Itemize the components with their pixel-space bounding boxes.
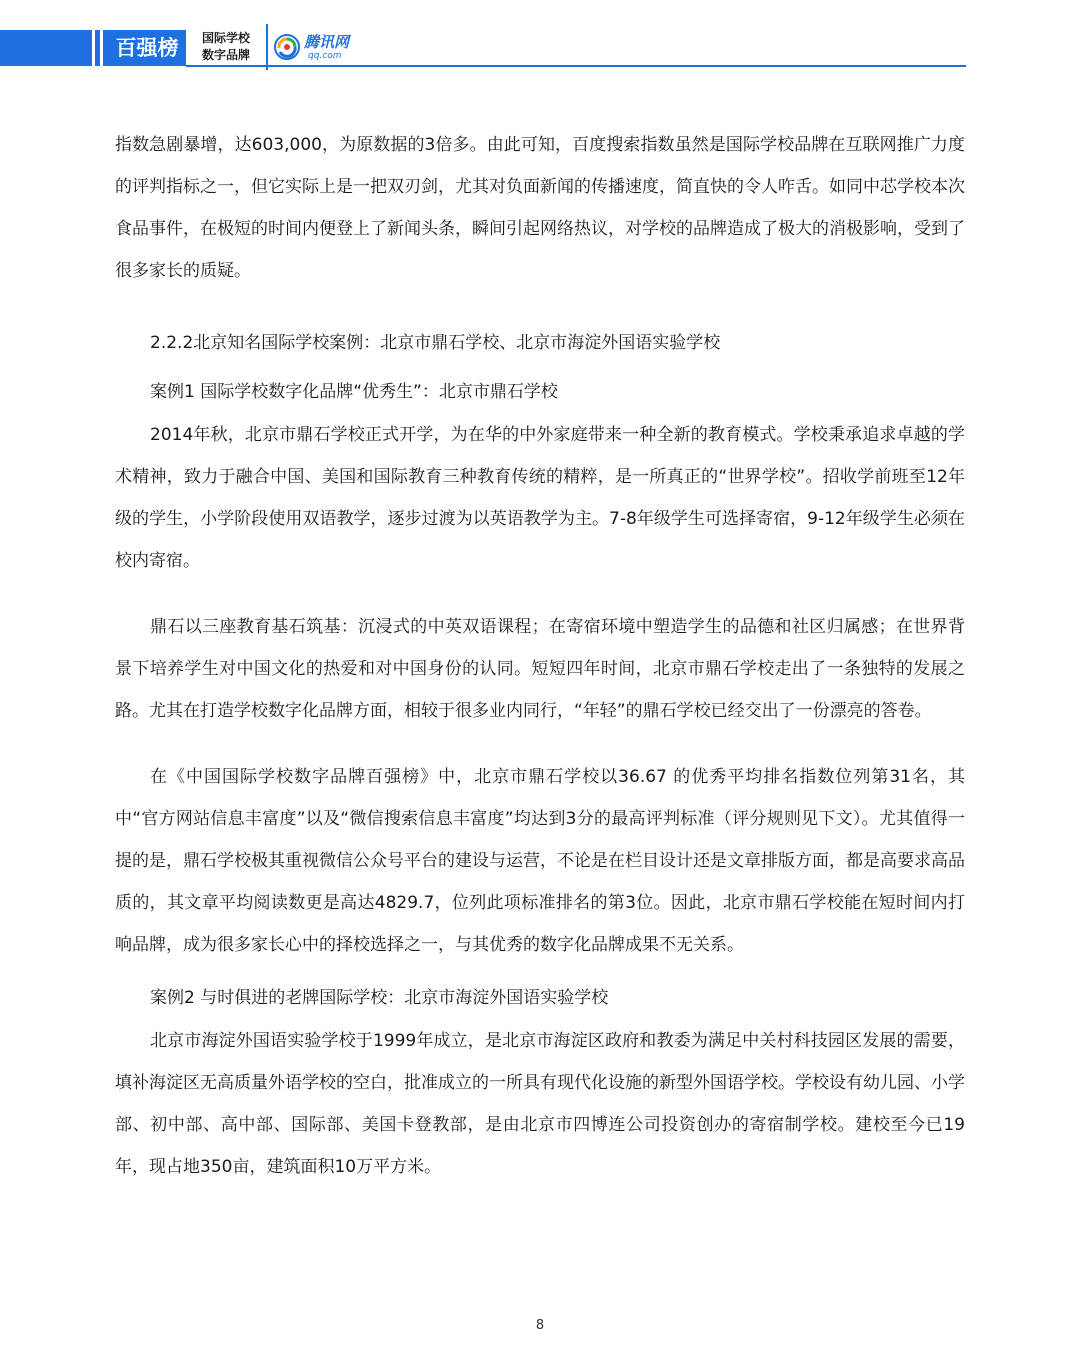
- header-stripe: [92, 30, 95, 66]
- header-subtitle-line1: 国际学校: [201, 31, 250, 45]
- header-stripe: [100, 30, 103, 66]
- header-underline: [186, 65, 966, 67]
- paragraph-case1-ranking: 在《中国国际学校数字品牌百强榜》中，北京市鼎石学校以36.67 的优秀平均排名指数位列第31名，其中“官方网站信息丰富度”以及“微信搜索信息丰富度”均达到3分的最高评判标准（评分规则见下文）。尤其值得一提的是，鼎石学校极其重视微信公众号平台的建设与运营，不论是在栏目设计还是文章排版方面，都是高要求高品质的，其文章平均阅读数更是高达4829.7，位列此项标准排名的第3位。因此，北京市鼎石学校能在短时间内打响品牌，成为很多家长心中的择校选择之一，与其优秀的数字化品牌成果不无关系。: [115, 767, 965, 955]
- case-heading-2: 案例2 与时俱进的老牌国际学校：北京市海淀外国语实验学校: [150, 988, 609, 1008]
- logo-text: 腾讯网: [304, 33, 350, 51]
- header-subtitle-line2: 数字品牌: [201, 48, 250, 62]
- section-heading: 2.2.2北京知名国际学校案例：北京市鼎石学校、北京市海淀外国语实验学校: [150, 333, 721, 353]
- tencent-logo: [274, 32, 374, 64]
- logo-subtext: qq.com: [308, 51, 342, 61]
- paragraph-case2-intro: 北京市海淀外国语实验学校于1999年成立，是北京市海淀区政府和教委为满足中关村科技园区发展的需要，填补海淀区无高质量外语学校的空白，批准成立的一所具有现代化设施的新型外国语学校。学校设有幼儿园、小学部、初中部、高中部、国际部、美国卡登教部，是由北京市四博连公司投资创办的寄宿制学校。建校至今已19年，现占地350亩，建筑面积10万平方米。: [115, 1031, 965, 1177]
- paragraph-intro: 指数急剧暴增，达603,000，为原数据的3倍多。由此可知，百度搜索指数虽然是国际学校品牌在互联网推广力度的评判指标之一，但它实际上是一把双刃剑，尤其对负面新闻的传播速度，简直快的令人咋舌。如同中芯学校本次食品事件，在极短的时间内便登上了新闻头条，瞬间引起网络热议，对学校的品牌造成了极大的消极影响，受到了很多家长的质疑。: [115, 135, 965, 281]
- paragraph-case1-foundation: 鼎石以三座教育基石筑基：沉浸式的中英双语课程；在寄宿环境中塑造学生的品德和社区归属感；在世界背景下培养学生对中国文化的热爱和对中国身份的认同。短短四年时间，北京市鼎石学校走出了一条独特的发展之路。尤其在打造学校数字化品牌方面，相较于很多业内同行，“年轻”的鼎石学校已经交出了一份漂亮的答卷。: [115, 617, 965, 721]
- document-body: [115, 124, 965, 1188]
- header-divider: [266, 24, 268, 70]
- paragraph-case1-intro: 2014年秋，北京市鼎石学校正式开学，为在华的中外家庭带来一种全新的教育模式。学校秉承追求卓越的学术精神，致力于融合中国、美国和国际教育三种教育传统的精粹，是一所真正的“世界学校”。招收学前班至12年级的学生，小学阶段使用双语教学，逐步过渡为以英语教学为主。7-8年级学生可选择寄宿，9-12年级学生必须在校内寄宿。: [115, 425, 965, 571]
- header-subtitle: [192, 30, 260, 66]
- header-title: 百强榜: [108, 30, 186, 66]
- tencent-logo-icon: [274, 34, 300, 60]
- page-header: [0, 0, 1080, 70]
- page-number: 8: [535, 1318, 545, 1333]
- case-heading-1: 案例1 国际学校数字化品牌“优秀生”：北京市鼎石学校: [150, 382, 558, 402]
